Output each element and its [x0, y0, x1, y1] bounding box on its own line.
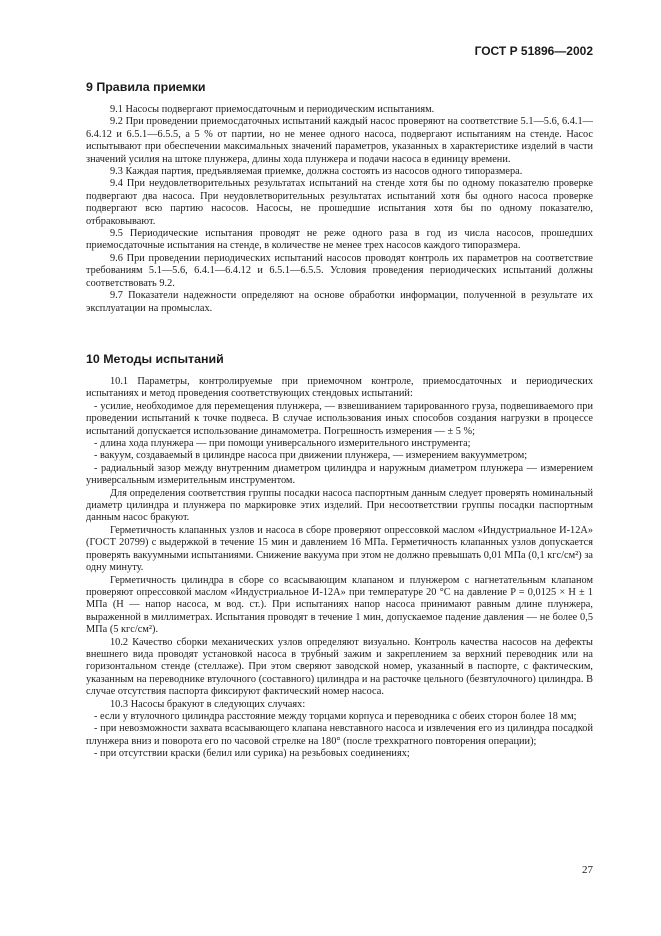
section-10-title: 10 Методы испытаний: [86, 352, 224, 366]
paragraph-10-2: 10.2 Качество сборки механических узлов определяют визуально. Контроль качества насосов на дефекты внешнего вида проводят установкой насоса в трубный зажим и закреплением за верхний переводник или на горизонтальном стенде (стеллаже). При этом сверяют заводской номер, указанный в паспорте, с фактическим, указанным на переводнике втулочного (составного) цилиндра и на расточке цельного (безвтулочного) цилиндра. В случае отсутствия паспорта фиксируют фактический номер насоса.: [86, 636, 593, 698]
paragraph-9-3: 9.3 Каждая партия, предъявляемая приемке, должна состоять из насосов одного типоразмера.: [110, 166, 523, 178]
paragraph-10-1: 10.1 Параметры, контролируемые при приемочном контроле, приемосдаточных и периодических испытаниях и метод проведения соответствующих стендовых испытаний:: [86, 376, 593, 400]
paragraph-9-7: 9.7 Показатели надежности определяют на основе обработки информации, полученной в результате их эксплуатации на промыслах.: [86, 290, 593, 314]
list-item-reject-gap: - если у втулочного цилиндра расстояние между торцами корпуса и переводника с обеих сторон более 18 мм;: [94, 710, 577, 722]
page-number: 27: [582, 864, 593, 876]
paragraph-9-2: 9.2 При проведении приемосдаточных испытаний каждый насос проверяют на соответствие 5.1—5.6, 6.4.1—6.4.12 и 6.5.1—6.5.5, а 5 % от партии, но не менее одного насоса, подвергают испытаниям на стенде. Насос испытывают при обеспечении максимальных значений параметров, указанных в характеристике изделий в части значений усилия на штоке плунжера, длины хода плунжера и подачи насоса в единицу времени.: [86, 116, 593, 165]
paragraph-10-3: 10.3 Насосы бракуют в следующих случаях:: [110, 698, 306, 710]
section-9-body: [86, 104, 593, 315]
document-code-header: ГОСТ Р 51896—2002: [474, 44, 593, 58]
paragraph-9-1: 9.1 Насосы подвергают приемосдаточным и периодическим испытаниям.: [110, 104, 435, 115]
paragraph-fit-group: Для определения соответствия группы посадки насоса паспортным данным следует проверять номинальный диаметр цилиндра и плунжера по маркировке этих изделий. При несоответствии группы посадки паспортным данным насос бракуют.: [86, 487, 593, 524]
paragraph-cylinder-tightness: Герметичность цилиндра в сборе со всасывающим клапаном и плунжером с нагнетательным клапаном проверяют опрессовкой маслом «Индустриальное И-12А» при температуре 20 °С на давление P = 0,0125 × H ± 1 МПа (H — напор насоса, м вод. ст.). При испытаниях напор насоса принимают равным длине плунжера, выраженной в миллиметрах. Испытания проводят в течение 1 мин, допускаемое падение давления — не более 0,5 МПа (5 кгс/см²).: [86, 574, 593, 636]
paragraph-valve-tightness: Герметичность клапанных узлов и насоса в сборе проверяют опрессовкой маслом «Индустриальное И-12А» (ГОСТ 20799) с выдержкой в течение 15 мин и давлением 16 МПа. Герметичность клапанных узлов допускается проверять вакуумными испытаниями. Снижение вакуума при этом не должно превышать 0,01 МПа (0,1 кгс/см²) за одну минуту.: [86, 524, 593, 574]
section-9-title: 9 Правила приемки: [86, 80, 206, 94]
list-item-clearance: - радиальный зазор между внутренним диаметром цилиндра и наружным диаметром плунжера — измерением универсальным измерительным инструментом.: [86, 462, 593, 487]
section-10-body: [86, 376, 593, 761]
list-item-stroke: - длина хода плунжера — при помощи универсального измерительного инструмента;: [94, 438, 471, 450]
paragraph-9-4: 9.4 При неудовлетворительных результатах испытаний на стенде хотя бы по одному показателю проверке подвергают два насоса. При неудовлетворительных результатах испытаний хотя бы одного насоса проверке подвергают всю партию насосов. Насосы, не прошедшие испытания хотя бы по одному показателю, отбраковывают.: [86, 178, 593, 227]
list-item-vacuum: - вакуум, создаваемый в цилиндре насоса при движении плунжера, — измерением вакуумметром;: [94, 450, 528, 462]
list-item-reject-paint: - при отсутствии краски (белил или сурика) на резьбовых соединениях;: [94, 748, 410, 760]
paragraph-9-5: 9.5 Периодические испытания проводят не реже одного раза в год из числа насосов, прошедших приемосдаточные испытания на стенде, в количестве не менее трех насосов каждого типоразмера.: [86, 228, 593, 252]
paragraph-9-6: 9.6 При проведении периодических испытаний насосов проводят контроль их параметров на соответствие требованиям 5.1—5.6, 6.4.1—6.4.12 и 6.5.1—6.5.5. Условия проведения периодических испытаний должны соответствовать 9.2.: [86, 252, 593, 289]
list-item-reject-valve: - при невозможности захвата всасывающего клапана невставного насоса и извлечения его из цилиндра посадкой плунжера вниз и поворота его по часовой стрелке на 180° (после трехкратного повторения операции);: [86, 723, 593, 747]
list-item-force: - усилие, необходимое для перемещения плунжера, — взвешиванием тарированного груза, подвешиваемого при проведении испытаний к точке подвеса. В случае использования иных способов создания нагрузки в процессе испытаний допускается использование динамометра. Погрешность измерения — ± 5 %;: [86, 400, 593, 437]
